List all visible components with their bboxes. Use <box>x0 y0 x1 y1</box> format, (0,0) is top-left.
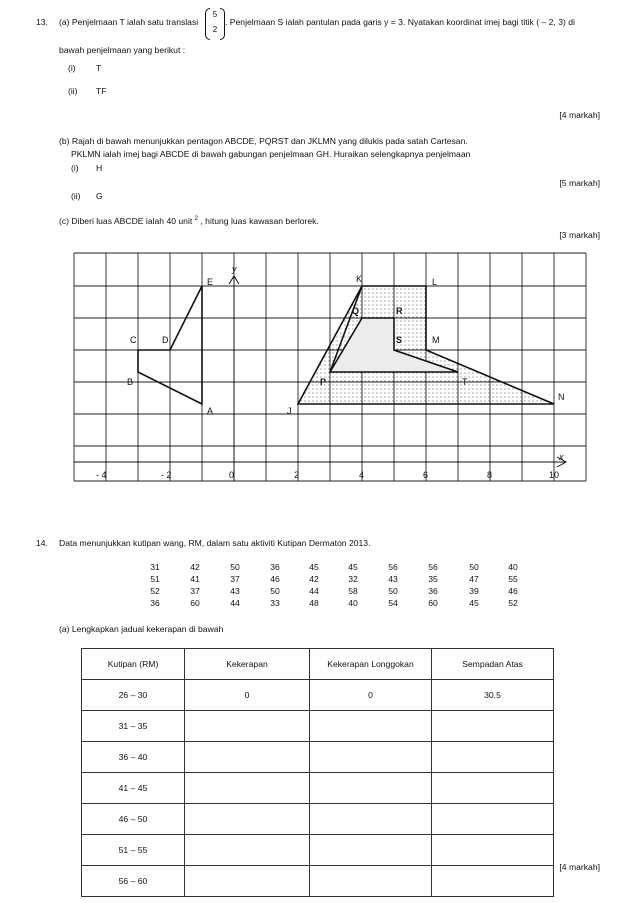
data-cell: 45 <box>469 598 479 608</box>
table-cell[interactable] <box>185 866 310 897</box>
table-row <box>82 711 554 742</box>
point-label-s: S <box>396 335 403 345</box>
q13b-ii-label: (ii) <box>71 191 81 201</box>
q13a-ii-label: (ii) <box>68 86 78 96</box>
q13b-marks: [5 markah] <box>559 178 600 188</box>
table-cell[interactable]: 30.5 <box>432 680 554 711</box>
tick-label: - 4 <box>96 470 107 480</box>
data-cell: 37 <box>230 574 240 584</box>
data-cell: 43 <box>230 586 240 596</box>
column-header: Kutipan (RM) <box>82 649 185 680</box>
data-cell: 36 <box>150 598 160 608</box>
data-cell: 44 <box>309 586 319 596</box>
data-cell: 37 <box>190 586 200 596</box>
data-cell: 46 <box>270 574 280 584</box>
table-header-row <box>82 649 554 680</box>
point-label-l: L <box>432 277 438 287</box>
data-cell: 52 <box>508 598 518 608</box>
point-label-d: D <box>162 335 169 345</box>
q14a-text: (a) Lengkapkan jadual kekerapan di bawah <box>59 624 224 634</box>
table-cell[interactable] <box>310 742 432 773</box>
q13b-i-text: H <box>96 163 103 173</box>
data-cell: 56 <box>428 562 438 572</box>
table-cell[interactable] <box>432 711 554 742</box>
q13a-i-label: (i) <box>68 63 76 73</box>
table-row <box>82 742 554 773</box>
data-cell: 60 <box>428 598 438 608</box>
question-14-number: 14. <box>36 538 48 548</box>
q14-marks: [4 markah] <box>559 862 600 872</box>
table-cell[interactable] <box>185 835 310 866</box>
table-cell[interactable] <box>185 804 310 835</box>
point-label-b: B <box>127 377 134 387</box>
q13b-ii-text: G <box>96 191 103 201</box>
data-cell: 60 <box>190 598 200 608</box>
table-cell[interactable]: 0 <box>310 680 432 711</box>
point-label-a: A <box>207 406 214 416</box>
table-cell[interactable] <box>432 866 554 897</box>
point-label-q: Q <box>352 306 360 316</box>
point-label-e: E <box>207 277 214 287</box>
q13c-line: (c) Diberi luas ABCDE ialah 40 unit $^2$ , hitung luas kawasan berlorek. <box>59 215 319 226</box>
table-cell[interactable] <box>432 804 554 835</box>
column-header: Kekerapan Longgokan <box>310 649 432 680</box>
point-label-j: J <box>287 406 292 416</box>
table-cell[interactable] <box>185 773 310 804</box>
point-label-m: M <box>432 335 440 345</box>
point-label-r: R <box>396 306 403 316</box>
data-cell: 36 <box>270 562 280 572</box>
tick-label: 4 <box>359 470 365 480</box>
vector-bottom: 2 <box>212 25 218 34</box>
q13a-ii-text: TF <box>96 86 107 96</box>
table-cell: 41 – 45 <box>82 773 185 804</box>
data-cell: 31 <box>150 562 160 572</box>
table-cell[interactable] <box>310 804 432 835</box>
data-cell: 41 <box>190 574 200 584</box>
tick-label: 6 <box>423 470 429 480</box>
data-cell: 42 <box>309 574 319 584</box>
data-cell: 40 <box>508 562 518 572</box>
data-cell: 40 <box>348 598 358 608</box>
table-cell: 51 – 55 <box>82 835 185 866</box>
column-header: Kekerapan <box>185 649 310 680</box>
data-cell: 36 <box>428 586 438 596</box>
table-row <box>82 773 554 804</box>
tick-label: 10 <box>549 470 560 480</box>
data-cell: 56 <box>388 562 398 572</box>
data-cell: 55 <box>508 574 518 584</box>
point-label-t: T <box>462 377 468 387</box>
point-label-n: N <box>558 392 565 402</box>
table-cell[interactable] <box>310 773 432 804</box>
table-cell[interactable] <box>310 711 432 742</box>
data-cell: 33 <box>270 598 280 608</box>
table-cell[interactable] <box>185 742 310 773</box>
data-cell: 35 <box>428 574 438 584</box>
data-cell: 45 <box>309 562 319 572</box>
table-cell[interactable] <box>310 866 432 897</box>
q13b-i-label: (i) <box>71 163 79 173</box>
question-13-number: 13. <box>36 17 48 27</box>
data-cell: 48 <box>309 598 319 608</box>
data-cell: 52 <box>150 586 160 596</box>
data-cell: 46 <box>508 586 518 596</box>
table-row <box>82 680 554 711</box>
tick-label: 2 <box>294 470 300 480</box>
tick-label: 0 <box>229 470 235 480</box>
data-cell: 51 <box>150 574 160 584</box>
data-cell: 50 <box>230 562 240 572</box>
table-row <box>82 866 554 897</box>
tick-label: 8 <box>487 470 493 480</box>
table-cell[interactable] <box>432 742 554 773</box>
q13a-i-text: T <box>96 63 102 73</box>
table-cell[interactable] <box>432 835 554 866</box>
data-cell: 54 <box>388 598 398 608</box>
table-cell: 36 – 40 <box>82 742 185 773</box>
q13a-line2: bawah penjelmaan yang berikut : <box>59 45 186 55</box>
y-axis-label: y <box>232 264 237 274</box>
table-cell[interactable] <box>185 711 310 742</box>
q13a-text-part2: . Penjelmaan S ialah pantulan pada garis y = 3. Nyatakan koordinat imej bagi titik ( – 2, 3) di <box>225 17 575 27</box>
table-cell: 26 – 30 <box>82 680 185 711</box>
data-cell: 58 <box>348 586 358 596</box>
tick-label: - 2 <box>161 470 172 480</box>
column-header: Sempadan Atas <box>432 649 554 680</box>
table-cell: 31 – 35 <box>82 711 185 742</box>
point-label-c: C <box>130 335 137 345</box>
q14-intro: Data menunjukkan kutipan wang, RM, dalam satu aktiviti Kutipan Dermaton 2013. <box>59 538 371 548</box>
table-cell: 56 – 60 <box>82 866 185 897</box>
point-label-k: K <box>356 274 363 284</box>
data-cell: 43 <box>388 574 398 584</box>
table-row <box>82 835 554 866</box>
point-label-p: P <box>320 377 327 387</box>
q13b-line1: (b) Rajah di bawah menunjukkan pentagon ABCDE, PQRST dan JKLMN yang dilukis pada satah Cartesan. <box>59 136 468 146</box>
table-cell[interactable] <box>310 835 432 866</box>
table-row <box>82 804 554 835</box>
table-cell: 46 – 50 <box>82 804 185 835</box>
data-cell: 44 <box>230 598 240 608</box>
data-cell: 32 <box>348 574 358 584</box>
data-cell: 50 <box>469 562 479 572</box>
table-cell[interactable]: 0 <box>185 680 310 711</box>
q13c-marks: [3 markah] <box>559 230 600 240</box>
data-cell: 39 <box>469 586 479 596</box>
data-cell: 42 <box>190 562 200 572</box>
data-cell: 47 <box>469 574 479 584</box>
q13b-line2: PKLMN ialah imej bagi ABCDE di bawah gabungan penjelmaan GH. Huraikan selengkapnya penjelmaan <box>71 149 471 159</box>
table-cell[interactable] <box>432 773 554 804</box>
data-cell: 45 <box>348 562 358 572</box>
data-cell: 50 <box>270 586 280 596</box>
q13a-text-part1: (a) Penjelmaan T ialah satu translasi <box>59 17 199 27</box>
data-cell: 50 <box>388 586 398 596</box>
vector-top: 5 <box>212 10 218 19</box>
frequency-table <box>81 648 554 897</box>
x-axis-label: x <box>559 452 564 462</box>
q13a-marks: [4 markah] <box>559 110 600 120</box>
